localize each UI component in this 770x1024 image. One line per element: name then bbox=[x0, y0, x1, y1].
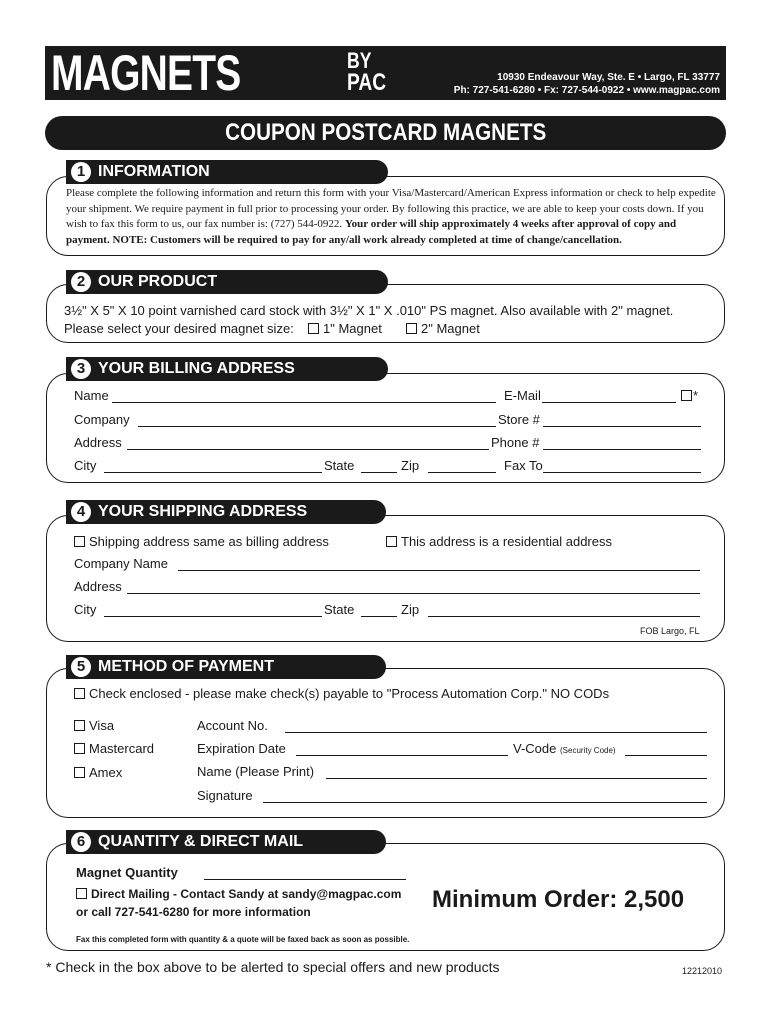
section-label: YOUR BILLING ADDRESS bbox=[98, 360, 295, 377]
shipping-company-label: Company Name bbox=[74, 556, 168, 571]
section-number: 4 bbox=[71, 502, 91, 522]
expiration-label: Expiration Date bbox=[197, 741, 286, 756]
magnet-size-prompt: Please select your desired magnet size: bbox=[64, 321, 294, 336]
billing-company-label: Company bbox=[74, 412, 130, 427]
checkbox[interactable] bbox=[406, 323, 417, 334]
account-number-field[interactable] bbox=[285, 732, 707, 733]
offers-opt-in[interactable]: * bbox=[681, 388, 698, 404]
checkbox[interactable] bbox=[74, 720, 85, 731]
section-tab-product bbox=[66, 270, 388, 294]
mastercard-option[interactable]: Mastercard bbox=[74, 741, 154, 757]
fax-note: Fax this completed form with quantity & a quote will be faxed back as soon as possible. bbox=[76, 935, 410, 944]
amex-option[interactable]: Amex bbox=[74, 765, 122, 781]
print-name-field[interactable] bbox=[326, 778, 707, 779]
billing-box bbox=[46, 373, 725, 483]
magnet-size-2-option[interactable]: 2" Magnet bbox=[406, 321, 480, 337]
billing-state-label: State bbox=[324, 458, 355, 473]
vcode-label: V-Code (Security Code) bbox=[513, 741, 616, 756]
section-label: METHOD OF PAYMENT bbox=[98, 658, 275, 675]
magnet-size-1-option[interactable]: 1" Magnet bbox=[308, 321, 382, 337]
magnet-quantity-label: Magnet Quantity bbox=[76, 865, 178, 880]
billing-address-label: Address bbox=[74, 435, 122, 450]
billing-name-field[interactable] bbox=[112, 402, 496, 403]
billing-zip-label: Zip bbox=[401, 458, 420, 473]
direct-mailing-option[interactable]: Direct Mailing - Contact Sandy at sandy@magpac.com bbox=[76, 886, 401, 902]
shipping-zip-field[interactable] bbox=[428, 616, 700, 617]
direct-mailing-call: or call 727-541-6280 for more information bbox=[76, 905, 311, 919]
checkbox[interactable] bbox=[76, 888, 87, 899]
billing-address-field[interactable] bbox=[127, 449, 489, 450]
visa-option[interactable]: Visa bbox=[74, 718, 114, 734]
section-number: 5 bbox=[71, 657, 91, 677]
information-text: Please complete the following information and return this form with your Visa/Mastercard/American Express information or check to help expedite your shipment. We require payment in full prior to processing your order. By following this practice, we are able to keep your costs down. If you wish to fax this form to us, our fax number is: (727) 544-0922. Your order will ship approximately 4 weeks after approval of copy and payment. NOTE: Customers will be required to pay for any/all work already completed at time of change/cancellation. bbox=[66, 187, 716, 246]
company-address: 10930 Endeavour Way, Ste. E • Largo, FL 33777 bbox=[497, 72, 720, 83]
shipping-address-field[interactable] bbox=[127, 593, 700, 594]
billing-store-field[interactable] bbox=[543, 426, 701, 427]
page-title: COUPON POSTCARD MAGNETS bbox=[45, 116, 726, 150]
billing-email-field[interactable] bbox=[542, 402, 676, 403]
billing-zip-field[interactable] bbox=[428, 472, 496, 473]
account-number-label: Account No. bbox=[197, 718, 268, 733]
checkbox[interactable] bbox=[74, 767, 85, 778]
checkbox[interactable] bbox=[74, 743, 85, 754]
print-name-label: Name (Please Print) bbox=[197, 764, 315, 779]
billing-fax-field[interactable] bbox=[543, 472, 701, 473]
section-tab-shipping bbox=[66, 500, 386, 524]
shipping-company-field[interactable] bbox=[178, 570, 700, 571]
checkbox[interactable] bbox=[308, 323, 319, 334]
signature-field[interactable] bbox=[263, 802, 707, 803]
section-label: QUANTITY & DIRECT MAIL bbox=[98, 833, 304, 850]
section-tab-payment bbox=[66, 655, 386, 679]
section-label: YOUR SHIPPING ADDRESS bbox=[98, 503, 308, 520]
billing-city-field[interactable] bbox=[104, 472, 322, 473]
billing-name-label: Name bbox=[74, 388, 109, 403]
section-number: 2 bbox=[71, 272, 91, 292]
section-label: OUR PRODUCT bbox=[98, 273, 218, 290]
magnet-quantity-field[interactable] bbox=[204, 879, 406, 880]
billing-city-label: City bbox=[74, 458, 97, 473]
checkbox[interactable] bbox=[681, 390, 692, 401]
billing-phone-label: Phone # bbox=[491, 435, 540, 450]
billing-state-field[interactable] bbox=[361, 472, 397, 473]
checkbox[interactable] bbox=[74, 536, 85, 547]
billing-company-field[interactable] bbox=[138, 426, 496, 427]
logo-by: BY bbox=[347, 48, 372, 73]
product-description: 3½" X 5" X 10 point varnished card stock with 3½" X 1" X .010" PS magnet. Also available with 2" magnet. bbox=[64, 303, 674, 318]
section-number: 1 bbox=[71, 162, 91, 182]
same-as-billing-option[interactable]: Shipping address same as billing address bbox=[74, 534, 329, 550]
section-label: INFORMATION bbox=[98, 163, 210, 180]
shipping-state-label: State bbox=[324, 602, 355, 617]
section-number: 6 bbox=[71, 832, 91, 852]
fob-note: FOB Largo, FL bbox=[640, 626, 700, 636]
shipping-zip-label: Zip bbox=[401, 602, 420, 617]
section-number: 3 bbox=[71, 359, 91, 379]
checkbox[interactable] bbox=[74, 688, 85, 699]
billing-phone-field[interactable] bbox=[543, 449, 701, 450]
signature-label: Signature bbox=[197, 788, 253, 803]
residential-option[interactable]: This address is a residential address bbox=[386, 534, 612, 550]
section-tab-information bbox=[66, 160, 388, 184]
shipping-city-field[interactable] bbox=[104, 616, 322, 617]
billing-fax-label: Fax To bbox=[504, 458, 543, 473]
check-enclosed-option[interactable]: Check enclosed - please make check(s) payable to "Process Automation Corp." NO CODs bbox=[74, 686, 609, 702]
header-bar bbox=[45, 46, 726, 100]
logo-magnets: MAGNETS bbox=[51, 45, 241, 101]
section-tab-billing bbox=[66, 357, 388, 381]
logo-pac: PAC bbox=[347, 69, 387, 96]
shipping-address-label: Address bbox=[74, 579, 122, 594]
vcode-field[interactable] bbox=[625, 755, 707, 756]
shipping-city-label: City bbox=[74, 602, 97, 617]
company-phone-fax-web: Ph: 727-541-6280 • Fx: 727-544-0922 • www.magpac.com bbox=[453, 85, 720, 96]
company-contact bbox=[454, 71, 720, 97]
footer-note: * Check in the box above to be alerted to special offers and new products bbox=[46, 959, 500, 975]
form-code: 12212010 bbox=[682, 966, 723, 976]
checkbox[interactable] bbox=[386, 536, 397, 547]
section-tab-quantity bbox=[66, 830, 386, 854]
shipping-state-field[interactable] bbox=[361, 616, 397, 617]
billing-store-label: Store # bbox=[498, 412, 540, 427]
minimum-order: Minimum Order: 2,500 bbox=[432, 886, 685, 913]
expiration-field[interactable] bbox=[296, 755, 508, 756]
billing-email-label: E-Mail bbox=[504, 388, 541, 403]
